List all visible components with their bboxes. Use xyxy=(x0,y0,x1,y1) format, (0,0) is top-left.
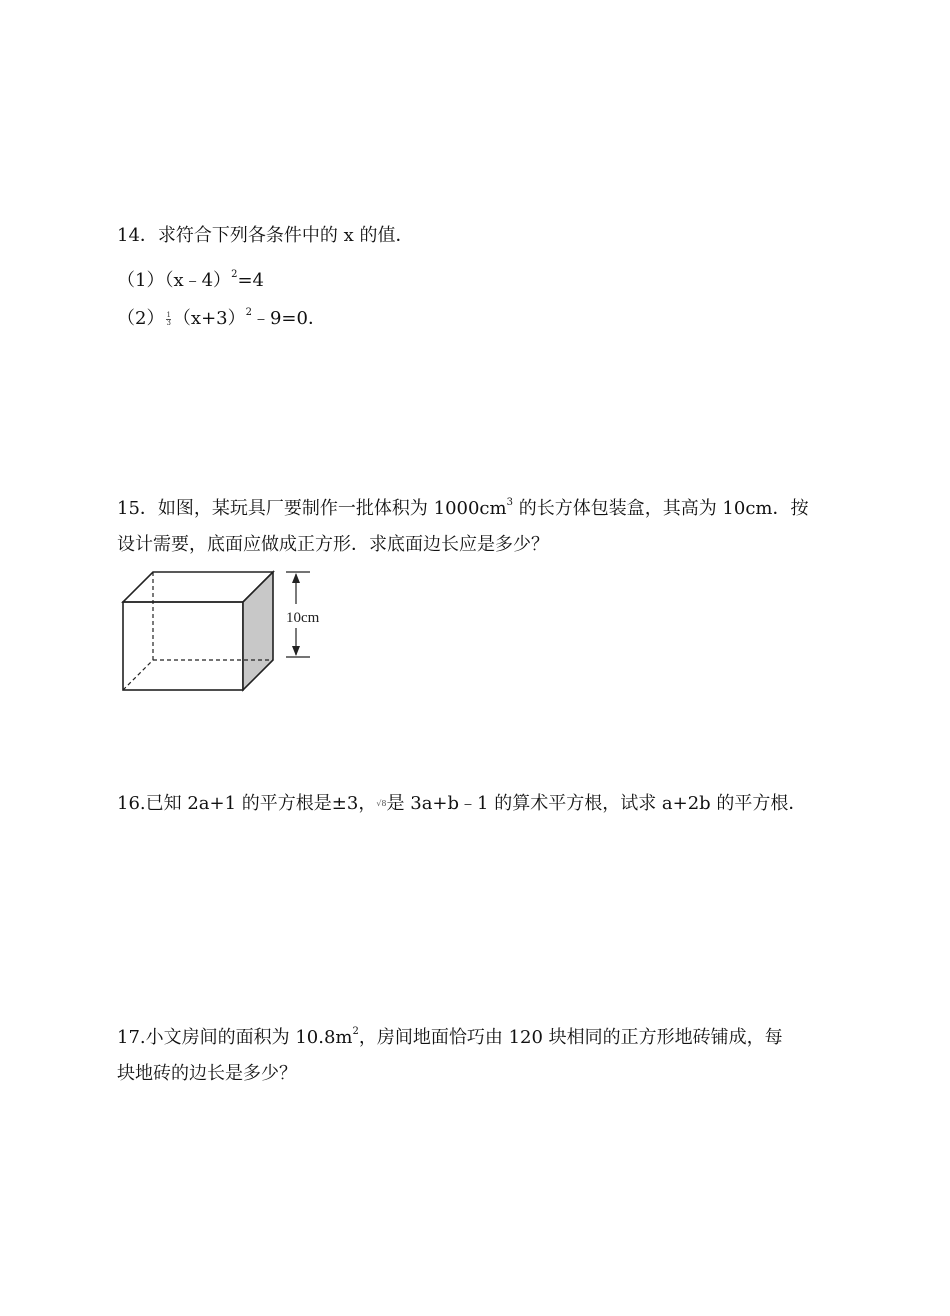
arrow-down-icon xyxy=(292,646,300,656)
q14-part2-term: （x+3） xyxy=(172,308,246,329)
q16-text-a: 16.已知 2a+1 的平方根是±3， xyxy=(117,793,377,814)
q14-part2-fraction xyxy=(166,312,170,327)
q14-part2-exponent: 2 xyxy=(245,307,252,318)
hidden-edge-diagonal xyxy=(123,660,153,690)
q14-part2-rhs: ﹣9=0． xyxy=(251,308,326,329)
cuboid-right-face xyxy=(243,572,273,690)
q14-part2 xyxy=(117,301,326,331)
q14-part1 xyxy=(117,263,264,293)
cuboid-front-face xyxy=(123,602,243,690)
q17-line2: 块地砖的边长是多少？ xyxy=(117,1063,297,1084)
q14-part2-label: （2） xyxy=(117,308,165,329)
q17-line1 xyxy=(117,1020,783,1050)
q15-line1-exponent: 3 xyxy=(506,497,513,508)
q14-title: 14．求符合下列各条件中的 x 的值． xyxy=(117,225,414,246)
q16-text-b: 是 3a+b﹣1 的算术平方根，试求 a+2b 的平方根． xyxy=(386,793,807,814)
fraction-denominator: 3 xyxy=(166,318,171,327)
cuboid-figure xyxy=(118,564,338,696)
q17-line1-text-a: 17.小文房间的面积为 10.8m xyxy=(117,1027,353,1048)
q15-line1 xyxy=(117,491,808,521)
q15-line2: 设计需要，底面应做成正方形．求底面边长应是多少？ xyxy=(117,534,549,555)
q16-text xyxy=(117,792,806,816)
q15-line1-text-b: 的长方体包装盒，其高为 10cm．按 xyxy=(512,498,809,519)
q16-sqrt-glyph: √8 xyxy=(376,799,387,808)
q14-part1-exponent: 2 xyxy=(231,269,238,280)
q17-line1-exponent: 2 xyxy=(352,1026,359,1037)
q14-part1-lhs: （1）（x﹣4） xyxy=(117,270,232,291)
q14-part1-rhs: =4 xyxy=(237,270,264,291)
q15-line1-text-a: 15．如图，某玩具厂要制作一批体积为 1000cm xyxy=(117,498,507,519)
dimension-label: 10cm xyxy=(286,610,320,626)
fraction-numerator: 1 xyxy=(166,310,171,319)
q17-line1-text-b: ，房间地面恰巧由 120 块相同的正方形地砖铺成，每 xyxy=(358,1027,783,1048)
arrow-up-icon xyxy=(292,573,300,583)
